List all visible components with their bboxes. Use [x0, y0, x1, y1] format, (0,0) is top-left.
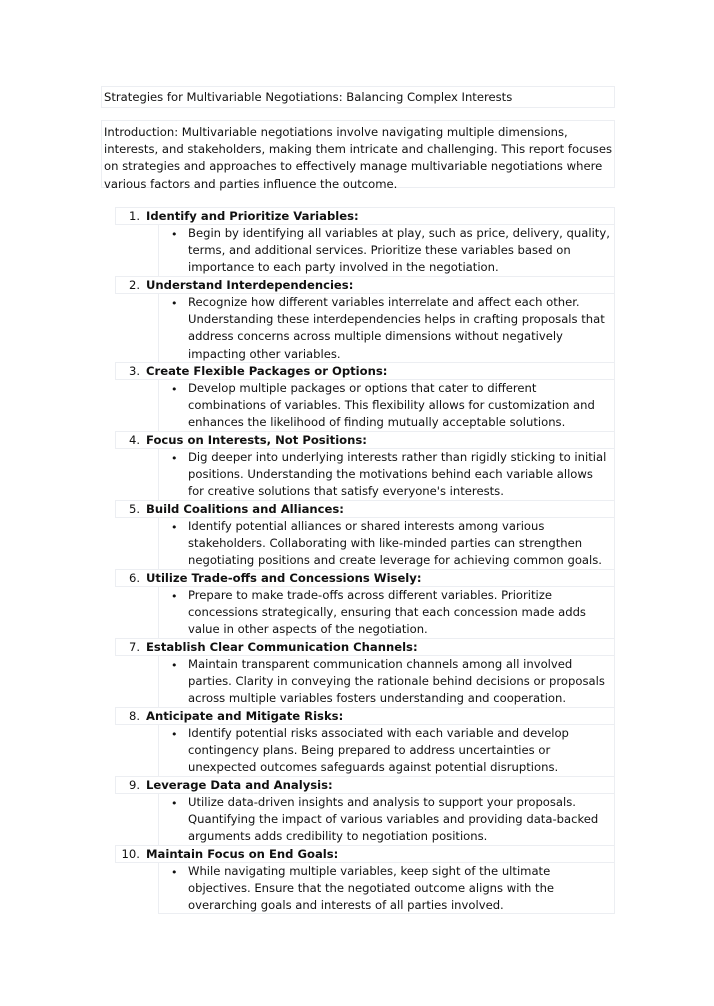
list-item-heading — [115, 707, 615, 725]
item-number: 8. — [128, 709, 140, 723]
list-item-body — [158, 862, 615, 914]
item-heading-text: Maintain Focus on End Goals: — [146, 847, 339, 861]
item-body-text: While navigating multiple variables, keep sight of the ultimate objectives. Ensure that the negotiated outcome aligns with the overarching goals and interests of all parties involved. — [188, 864, 555, 913]
item-heading-text: Understand Interdependencies: — [146, 278, 354, 292]
list-item-heading — [115, 569, 615, 587]
item-number: 5. — [128, 502, 140, 516]
list-item-heading — [115, 431, 615, 449]
item-body-text: Utilize data-driven insights and analysis to support your proposals. Quantifying the impact of various variables and providing data-backed arguments adds credibility to negotiation positions. — [188, 795, 599, 844]
item-heading-text: Build Coalitions and Alliances: — [146, 502, 344, 516]
item-heading-text: Establish Clear Communication Channels: — [146, 640, 418, 654]
list-item-body — [158, 293, 615, 363]
bullet-icon: • — [171, 797, 178, 810]
list-item-body — [158, 517, 615, 570]
list-item-heading — [115, 207, 615, 225]
item-number: 10. — [121, 847, 140, 861]
list-item-body — [158, 793, 615, 846]
item-number: 6. — [128, 571, 140, 585]
bullet-icon: • — [171, 659, 178, 672]
item-number: 3. — [128, 364, 140, 378]
item-body-text: Prepare to make trade-offs across different variables. Prioritize concessions strategically, ensuring that each concession made adds value in other aspects of the negotiation. — [188, 588, 586, 637]
list-item-heading — [115, 500, 615, 518]
list-item-body — [158, 655, 615, 708]
bullet-icon: • — [171, 728, 178, 741]
item-heading-text: Identify and Prioritize Variables: — [146, 209, 359, 223]
list-item-body — [158, 448, 615, 501]
list-item-heading — [115, 276, 615, 294]
bullet-icon: • — [171, 297, 178, 310]
bullet-icon: • — [171, 866, 178, 879]
item-body-text: Recognize how different variables interrelate and affect each other. Understanding these interdependencies helps in crafting proposals that address concerns across multiple dimensions without negatively impacting other variables. — [188, 295, 605, 361]
bullet-icon: • — [171, 452, 178, 465]
list-item-body — [158, 224, 615, 277]
bullet-icon: • — [171, 521, 178, 534]
item-body-text: Dig deeper into underlying interests rather than rigidly sticking to initial positions. Understanding the motivations behind each variable allows for creative solutions that satisfy everyone's interests. — [188, 450, 607, 499]
document-title: Strategies for Multivariable Negotiations: Balancing Complex Interests — [101, 86, 615, 108]
item-number: 9. — [128, 778, 140, 792]
introduction-paragraph: Introduction: Multivariable negotiations involve navigating multiple dimensions, interests, and stakeholders, making them intricate and challenging. This report focuses on strategies and approaches to effectively manage multivariable negotiations where various factors and parties influence the outcome. — [101, 120, 615, 188]
item-body-text: Maintain transparent communication channels among all involved parties. Clarity in conveying the rationale behind decisions or proposals across multiple variables fosters understanding and cooperation. — [188, 657, 605, 706]
bullet-icon: • — [171, 383, 178, 396]
item-heading-text: Leverage Data and Analysis: — [146, 778, 333, 792]
list-item-heading — [115, 362, 615, 380]
item-heading-text: Utilize Trade-offs and Concessions Wisely: — [146, 571, 422, 585]
item-body-text: Develop multiple packages or options that cater to different combinations of variables. This flexibility allows for customization and enhances the likelihood of finding mutually acceptable solutions. — [188, 381, 595, 430]
item-number: 7. — [128, 640, 140, 654]
item-number: 2. — [128, 278, 140, 292]
item-body-text: Begin by identifying all variables at play, such as price, delivery, quality, terms, and additional services. Prioritize these variables based on importance to each party involved in the negotiation. — [188, 226, 610, 275]
bullet-icon: • — [171, 228, 178, 241]
item-number: 1. — [128, 209, 140, 223]
list-item-body — [158, 379, 615, 432]
bullet-icon: • — [171, 590, 178, 603]
item-number: 4. — [128, 433, 140, 447]
list-item-heading — [115, 845, 615, 863]
list-item-body — [158, 724, 615, 777]
list-item-heading — [115, 776, 615, 794]
item-heading-text: Focus on Interests, Not Positions: — [146, 433, 367, 447]
item-body-text: Identify potential risks associated with each variable and develop contingency plans. Being prepared to address uncertainties or unexpected outcomes safeguards against potential disruptions. — [188, 726, 569, 775]
item-heading-text: Anticipate and Mitigate Risks: — [146, 709, 344, 723]
list-item-heading — [115, 638, 615, 656]
item-body-text: Identify potential alliances or shared interests among various stakeholders. Collaborating with like-minded parties can strengthen negotiating positions and create leverage for achieving common goals. — [188, 519, 602, 568]
list-item-body — [158, 586, 615, 639]
item-heading-text: Create Flexible Packages or Options: — [146, 364, 388, 378]
